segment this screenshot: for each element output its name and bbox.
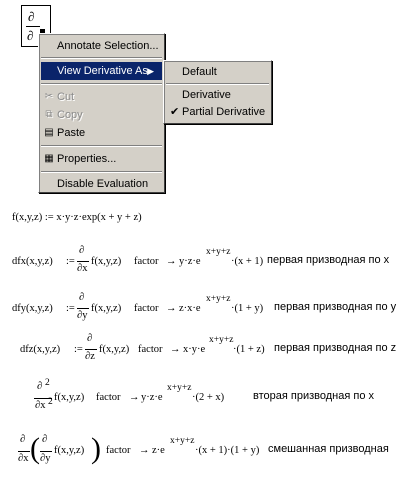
dfy-region[interactable] [0,292,405,326]
dfz-note: первая призводная по z [274,342,397,354]
submenu-item-partial-derivative[interactable]: ✔ Partial Derivative [166,103,269,121]
submenu-view-derivative-as [163,60,272,124]
d2x-factor: factor [96,392,121,403]
template-fraction-bar [26,26,40,27]
menu-item-view-derivative-as[interactable]: View Derivative As ▶ [41,62,162,80]
dfy-exponent: x+y+z [206,294,231,304]
dxy-note: смешанная призводная [268,443,389,455]
dfx-result: y·z·e [179,256,201,267]
def-rhs: x·y·z·exp(x + y + z) [56,212,142,223]
dfy-assign: := [66,303,75,314]
dfz-arrow: → [170,344,181,355]
dfy-arrow: → [166,303,177,314]
dfy-note: первая призводная по y [274,301,397,313]
dxy-tail: ·(x + 1)·(1 + y) [195,445,260,456]
dfx-frac-bar [77,261,89,262]
function-definition[interactable] [12,212,142,223]
dfx-tail: ·(x + 1) [231,256,264,267]
dfy-tail: ·(1 + y) [231,303,264,314]
d2x-d-num: ∂ [37,381,43,392]
dfz-region[interactable] [0,333,405,367]
submenu-arrow-icon: ▶ [147,66,154,76]
dfy-frac-bar [77,308,89,309]
menu-item-paste[interactable]: ▤ Paste [44,127,86,139]
scissors-icon: ✂ [44,91,54,102]
dfx-name: dfx(x,y,z) [12,256,53,267]
menu-separator [41,83,162,85]
dxy-call: f(x,y,z) [54,445,85,456]
dfz-exponent: x+y+z [209,335,234,345]
dfz-d-den: ∂z [85,351,95,362]
menu-item-copy[interactable]: ⧉ Copy [41,106,162,124]
dfx-d-num: ∂ [79,245,85,256]
dfx-exponent: x+y+z [206,247,231,257]
d2x-den-pow: 2 [48,397,53,407]
dfz-call: f(x,y,z) [99,344,130,355]
d2x-call: f(x,y,z) [54,392,85,403]
dfx-arrow: → [166,256,177,267]
dfx-region[interactable] [0,245,405,279]
copy-icon: ⧉ [45,109,53,120]
dfy-name: dfy(x,y,z) [12,303,53,314]
menu-separator [166,83,269,85]
d2x-tail: ·(2 + x) [192,392,225,403]
menu-item-disable-evaluation[interactable]: Disable Evaluation [57,178,149,190]
dfy-d-num: ∂ [79,292,85,303]
dfz-name: dfz(x,y,z) [20,344,61,355]
dxy-inner-bar [40,451,52,452]
dfz-tail: ·(1 + z) [233,344,265,355]
def-assign: := [44,212,54,223]
dfx-call: f(x,y,z) [91,256,122,267]
paste-icon: ▤ [44,127,54,138]
d2x-exponent: x+y+z [167,383,192,393]
menu-item-annotate-selection[interactable]: Annotate Selection... [57,40,159,52]
properties-icon: ▦ [44,153,54,164]
template-numerator: ∂ [28,9,35,24]
dxy-arrow: → [139,445,150,456]
dfz-result: x·y·e [183,344,206,355]
dfx-assign: := [66,256,75,267]
dfx-factor: factor [134,256,159,267]
dfy-factor: factor [134,303,159,314]
dfy-result: z·x·e [179,303,201,314]
d2x-d-den: ∂x [35,400,46,411]
menu-separator [41,171,162,173]
dxy-outer-den: ∂x [18,453,29,464]
menu-item-properties[interactable]: ▦ Properties... [44,153,117,165]
def-lhs: f(x,y,z) [12,212,43,223]
second-derivative-region[interactable] [0,380,405,418]
dxy-inner-num: ∂ [42,434,48,445]
d2x-d-pow: 2 [45,378,50,388]
submenu-item-default[interactable]: Default [182,66,217,78]
d2x-note: вторая призводная по x [253,390,374,402]
dxy-result: z·e [152,445,165,456]
dxy-exponent: x+y+z [170,436,195,446]
menu-separator [41,145,162,147]
dxy-right-paren: ) [91,432,101,465]
dfx-note: первая призводная по x [267,254,390,266]
menu-item-cut[interactable]: ✂ Cut [44,91,75,103]
dfx-d-den: ∂x [77,263,88,274]
dxy-inner-den: ∂y [40,453,51,464]
menu-separator [41,57,162,59]
template-denominator: ∂ [27,28,34,43]
mixed-derivative-region[interactable] [0,432,405,472]
dxy-outer-bar [18,451,30,452]
context-menu [38,33,165,193]
d2x-result: y·z·e [141,392,163,403]
dxy-outer-num: ∂ [20,434,26,445]
dfz-d-num: ∂ [87,333,93,344]
checkmark-icon: ✔ [170,106,180,118]
dfy-d-den: ∂y [77,310,88,321]
submenu-item-derivative[interactable]: Derivative [182,89,231,101]
d2x-arrow: → [129,392,140,403]
dfz-factor: factor [138,344,163,355]
dfz-frac-bar [85,349,97,350]
dfy-call: f(x,y,z) [91,303,122,314]
dfz-assign: := [74,344,83,355]
dxy-factor: factor [106,445,131,456]
dxy-left-paren: ( [30,432,40,465]
